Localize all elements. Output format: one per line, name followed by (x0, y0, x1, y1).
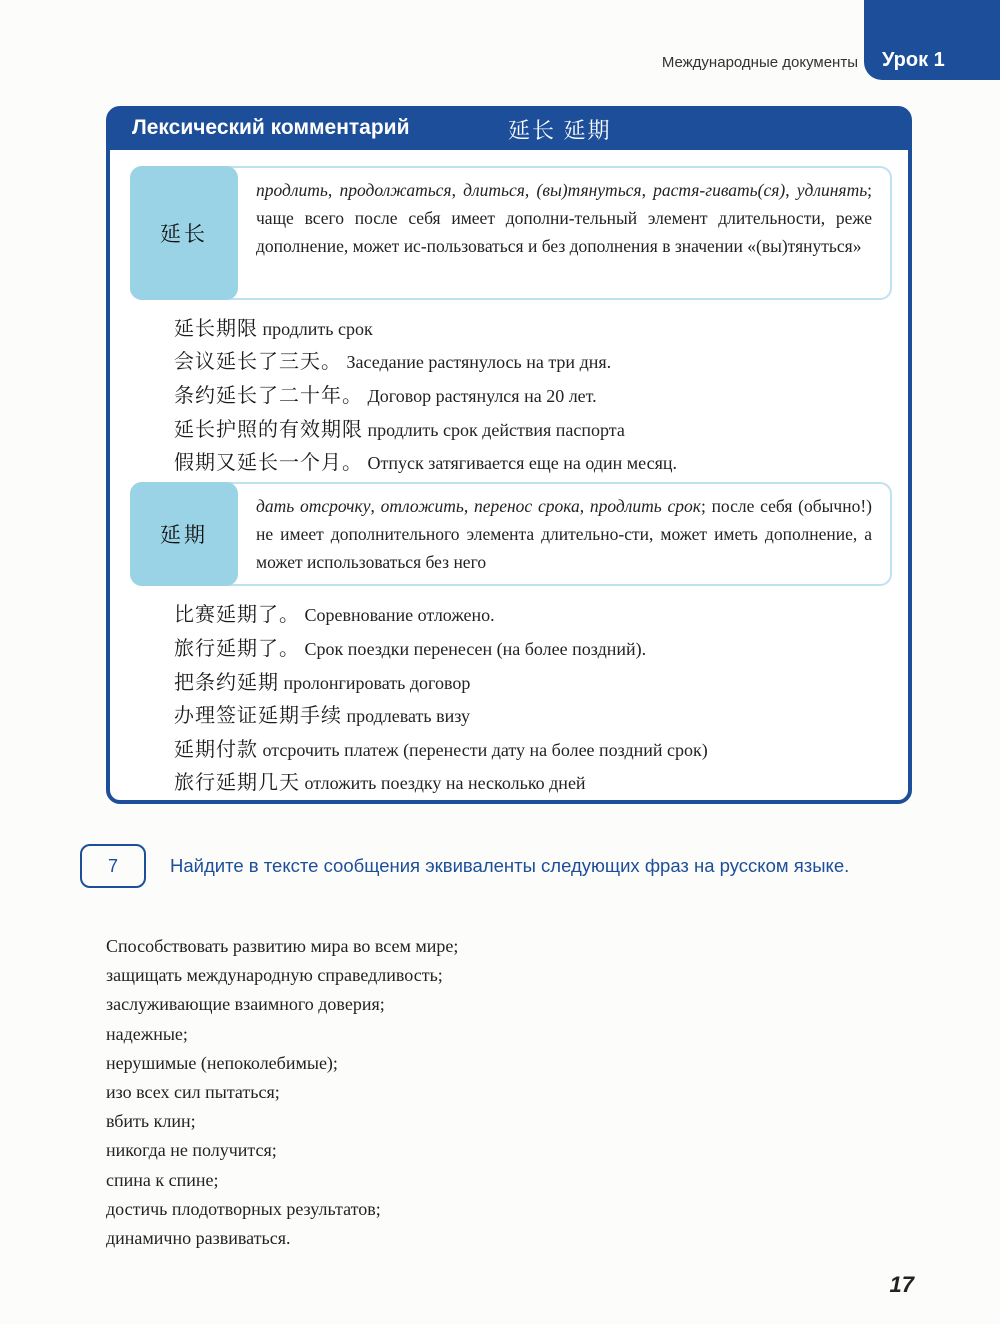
example-chinese: 比赛延期了。 (174, 604, 300, 626)
phrase-item: изо всех сил пытаться; (106, 1082, 280, 1103)
example-russian: продлевать визу (346, 706, 470, 726)
example-row (174, 733, 708, 762)
phrase-list (106, 932, 458, 1253)
example-chinese: 延长期限 (174, 318, 258, 340)
term-translation: дать отсрочку (256, 496, 371, 516)
phrase-item: динамично развиваться. (106, 1228, 291, 1249)
phrase-item: спина к спине; (106, 1169, 219, 1190)
example-row (174, 766, 586, 795)
phrase-item: заслуживающие взаимного доверия; (106, 994, 385, 1015)
example-russian: продлить срок действия паспорта (367, 420, 625, 440)
example-russian: продлить срок (262, 319, 373, 339)
lexical-commentary-words: 延长 延期 (508, 118, 612, 143)
example-row (174, 666, 470, 695)
example-chinese: 把条约延期 (174, 672, 279, 694)
example-row (174, 598, 495, 627)
example-row (174, 632, 646, 661)
term-translation: перенос срока (473, 496, 580, 516)
term-word: 延长 (160, 222, 208, 246)
example-row (174, 312, 373, 341)
term-panel-yanchang (130, 166, 892, 300)
page-number: 17 (889, 1272, 914, 1297)
example-russian: Договор растянулся на 20 лет. (367, 386, 597, 406)
example-row (174, 345, 611, 374)
phrase-item: никогда не получится; (106, 1140, 277, 1161)
term-translation: продлить срок (589, 496, 701, 516)
lesson-tab (864, 0, 1000, 80)
term-word: 延期 (160, 523, 208, 547)
term-translation: отложить (380, 496, 464, 516)
example-chinese: 延期付款 (174, 739, 258, 761)
example-chinese: 条约延长了二十年。 (174, 385, 363, 407)
example-russian: Соревнование отложено. (304, 605, 495, 625)
term-translation: продлить (256, 180, 328, 200)
lexical-commentary-header (110, 110, 908, 150)
phrase-item: защищать международную справедливость; (106, 965, 443, 986)
term-translation: растя-гивать(ся) (653, 180, 786, 200)
term-translation: длиться (463, 180, 525, 200)
phrase-item: нерушимые (непоколебимые); (106, 1052, 338, 1073)
term-panel-yanqi (130, 482, 892, 586)
example-russian: отсрочить платеж (перенести дату на более поздний срок) (262, 740, 708, 760)
section-title: Международные документы (661, 54, 858, 71)
example-chinese: 延长护照的有效期限 (174, 419, 363, 441)
example-russian: Срок поездки перенесен (на более поздний). (304, 639, 647, 659)
phrase-item: надежные; (106, 1023, 188, 1044)
example-russian: пролонгировать договор (283, 673, 471, 693)
term-description: после себя (обычно!) не имеет дополнительного элемента длительно-сти, может иметь дополнение, а может использоваться без него (256, 496, 872, 572)
lexical-commentary-box (106, 106, 912, 804)
exercise-number-badge: 7 (80, 844, 146, 888)
phrase-item: Способствовать развитию мира во всем мире; (106, 936, 459, 956)
example-row (174, 413, 625, 442)
lesson-label: Урок 1 (882, 49, 945, 71)
example-russian: Отпуск затягивается еще на один месяц. (367, 453, 677, 473)
example-row (174, 379, 597, 408)
term-translation: удлинять (796, 180, 868, 200)
phrase-item: достичь плодотворных результатов; (106, 1198, 381, 1219)
example-chinese: 旅行延期几天 (174, 772, 300, 794)
phrase-item: вбить клин; (106, 1111, 196, 1132)
example-chinese: 旅行延期了。 (174, 638, 300, 660)
term-definition: продлить, продолжаться, длиться, (вы)тянуться, растя-гивать(ся), удлинять; чаще всего после себя имеет дополни-тельный элемент длительности, реже дополнение, может ис-пользоваться и без дополнения в значении «(вы)тянуться» (256, 180, 873, 256)
term-tag (130, 166, 238, 300)
term-description: чаще всего после себя имеет дополни-тельный элемент длительности, реже дополнение, может ис-пользоваться и без дополнения в значении «(вы)тянуться» (256, 208, 872, 256)
term-translation: продолжаться (339, 180, 452, 200)
example-row (174, 699, 470, 728)
term-translation: (вы)тянуться (536, 180, 642, 200)
example-row (174, 446, 677, 475)
example-russian: Заседание растянулось на три дня. (346, 352, 612, 372)
lexical-commentary-title: Лексический комментарий (132, 116, 410, 139)
term-tag (130, 482, 238, 586)
exercise-instruction: Найдите в тексте сообщения эквиваленты следующих фраз на русском языке. (170, 855, 850, 876)
example-chinese: 假期又延长一个月。 (174, 452, 363, 474)
term-definition: дать отсрочку, отложить, перенос срока, продлить срок; после себя (обычно!) не имеет дополнительного элемента длительно-сти, может иметь дополнение, а может использоваться без него (256, 496, 872, 572)
example-chinese: 办理签证延期手续 (174, 705, 342, 727)
example-chinese: 会议延长了三天。 (174, 351, 342, 373)
example-russian: отложить поездку на несколько дней (304, 773, 586, 793)
